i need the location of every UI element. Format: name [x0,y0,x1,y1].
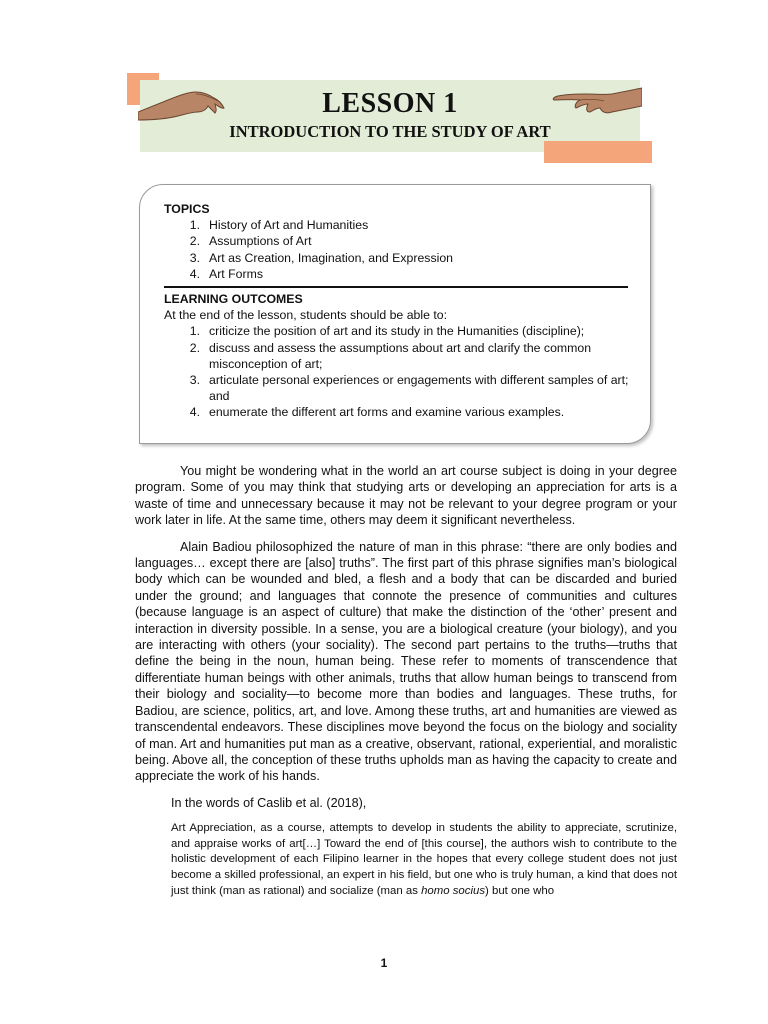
body-text [135,463,677,899]
list-number: 2. [189,340,200,355]
topics-heading: TOPICS [164,202,210,216]
topics-list [164,217,634,282]
topics-box-content [164,201,634,421]
list-number: 4. [189,405,200,420]
list-text: discuss and assess the assumptions about art and clarify the common misconception of art; [209,340,592,371]
citation-intro: In the words of Caslib et al. (2018), [171,795,367,810]
list-text: Art Forms [209,266,263,281]
page-number: 1 [380,956,388,970]
list-text: Assumptions of Art [209,234,312,249]
list-item [164,233,634,249]
paragraph: You might be wondering what in the world an art course subject is doing in your degree program. Some of you may think that studying arts or developing an appreciation for arts is a waste of time and unnecessary because it may not be relevant to your degree program or your work later in life. At the same time, others may deem it significant nevertheless. [135,464,677,528]
outcomes-intro: At the end of the lesson, students should be able to: [164,308,448,323]
list-text: History of Art and Humanities [209,218,369,233]
block-quote [135,821,677,899]
list-text: Art as Creation, Imagination, and Expression [209,250,454,265]
list-item [164,250,634,266]
list-text: criticize the position of art and its study in the Humanities (discipline); [209,324,585,339]
list-number: 1. [189,218,200,233]
list-item [164,217,634,233]
lesson-title: LESSON 1 [322,88,458,119]
list-number: 3. [189,373,200,388]
list-number: 2. [189,234,200,249]
divider [164,286,628,288]
paragraph: Alain Badiou philosophized the nature of man in this phrase: “there are only bodies and languages… except there are [also] truths”. The first part of this phrase signifies man’s biological body which can be wounded and bled, a flesh and a body that can be discarded and buried under the ground; and languages that connote the presence of communities and cultures (because language is an aspect of culture) that make the distinction of the ‘other’ present and interaction in diversity possible. In a sense, you are a biological creature (your biology), and you are interacting with others (your sociality). The second part pertains to the truths—truths that define the being in the noun, human being. These refer to moments of transcendence that differentiate human beings with other animals, truths that allow human beings to transcend from their biology and sociality—to become more than bodies and languages. These truths, for Badiou, are science, politics, art, and love. Among these truths, art and humanities are viewed as transcendental endeavors. These disciplines move beyond the focus on the biology and sociality of man. Art and humanities put man as a creative, observant, rational, experiential, and moralistic being. Above all, the conception of these truths upholds man as having the capacity to create and appreciate the work of his hands. [135,539,677,784]
list-item [164,340,634,372]
quote-italic: homo socius [421,884,486,897]
banner-accent-bottom-right [544,141,652,163]
outcomes-heading: LEARNING OUTCOMES [164,292,303,307]
list-number: 4. [189,266,200,281]
list-item [164,372,634,404]
list-number: 1. [189,324,200,339]
list-item [164,266,634,282]
list-text: enumerate the different art forms and examine various examples. [209,405,565,420]
lesson-subtitle: INTRODUCTION TO THE STUDY OF ART [229,122,551,141]
outcomes-list [164,323,634,420]
quote-text: ) but one who [485,884,555,897]
list-text: articulate personal experiences or engagements with different samples of art; and [209,373,629,404]
quote-text: Art Appreciation, as a course, attempts to develop in students the ability to appreciate, scrutinize, and appraise works of art[…] Toward the end of [this course], the authors wish to contribute to the holistic development of each Filipino learner in the hopes that every college student does not just become a skilled professional, an expert in his field, but one who is truly human, a kind that does not just think (man as rational) and socialize (man as [171,822,677,897]
list-item [164,404,634,420]
list-number: 3. [189,250,200,265]
list-item [164,323,634,339]
